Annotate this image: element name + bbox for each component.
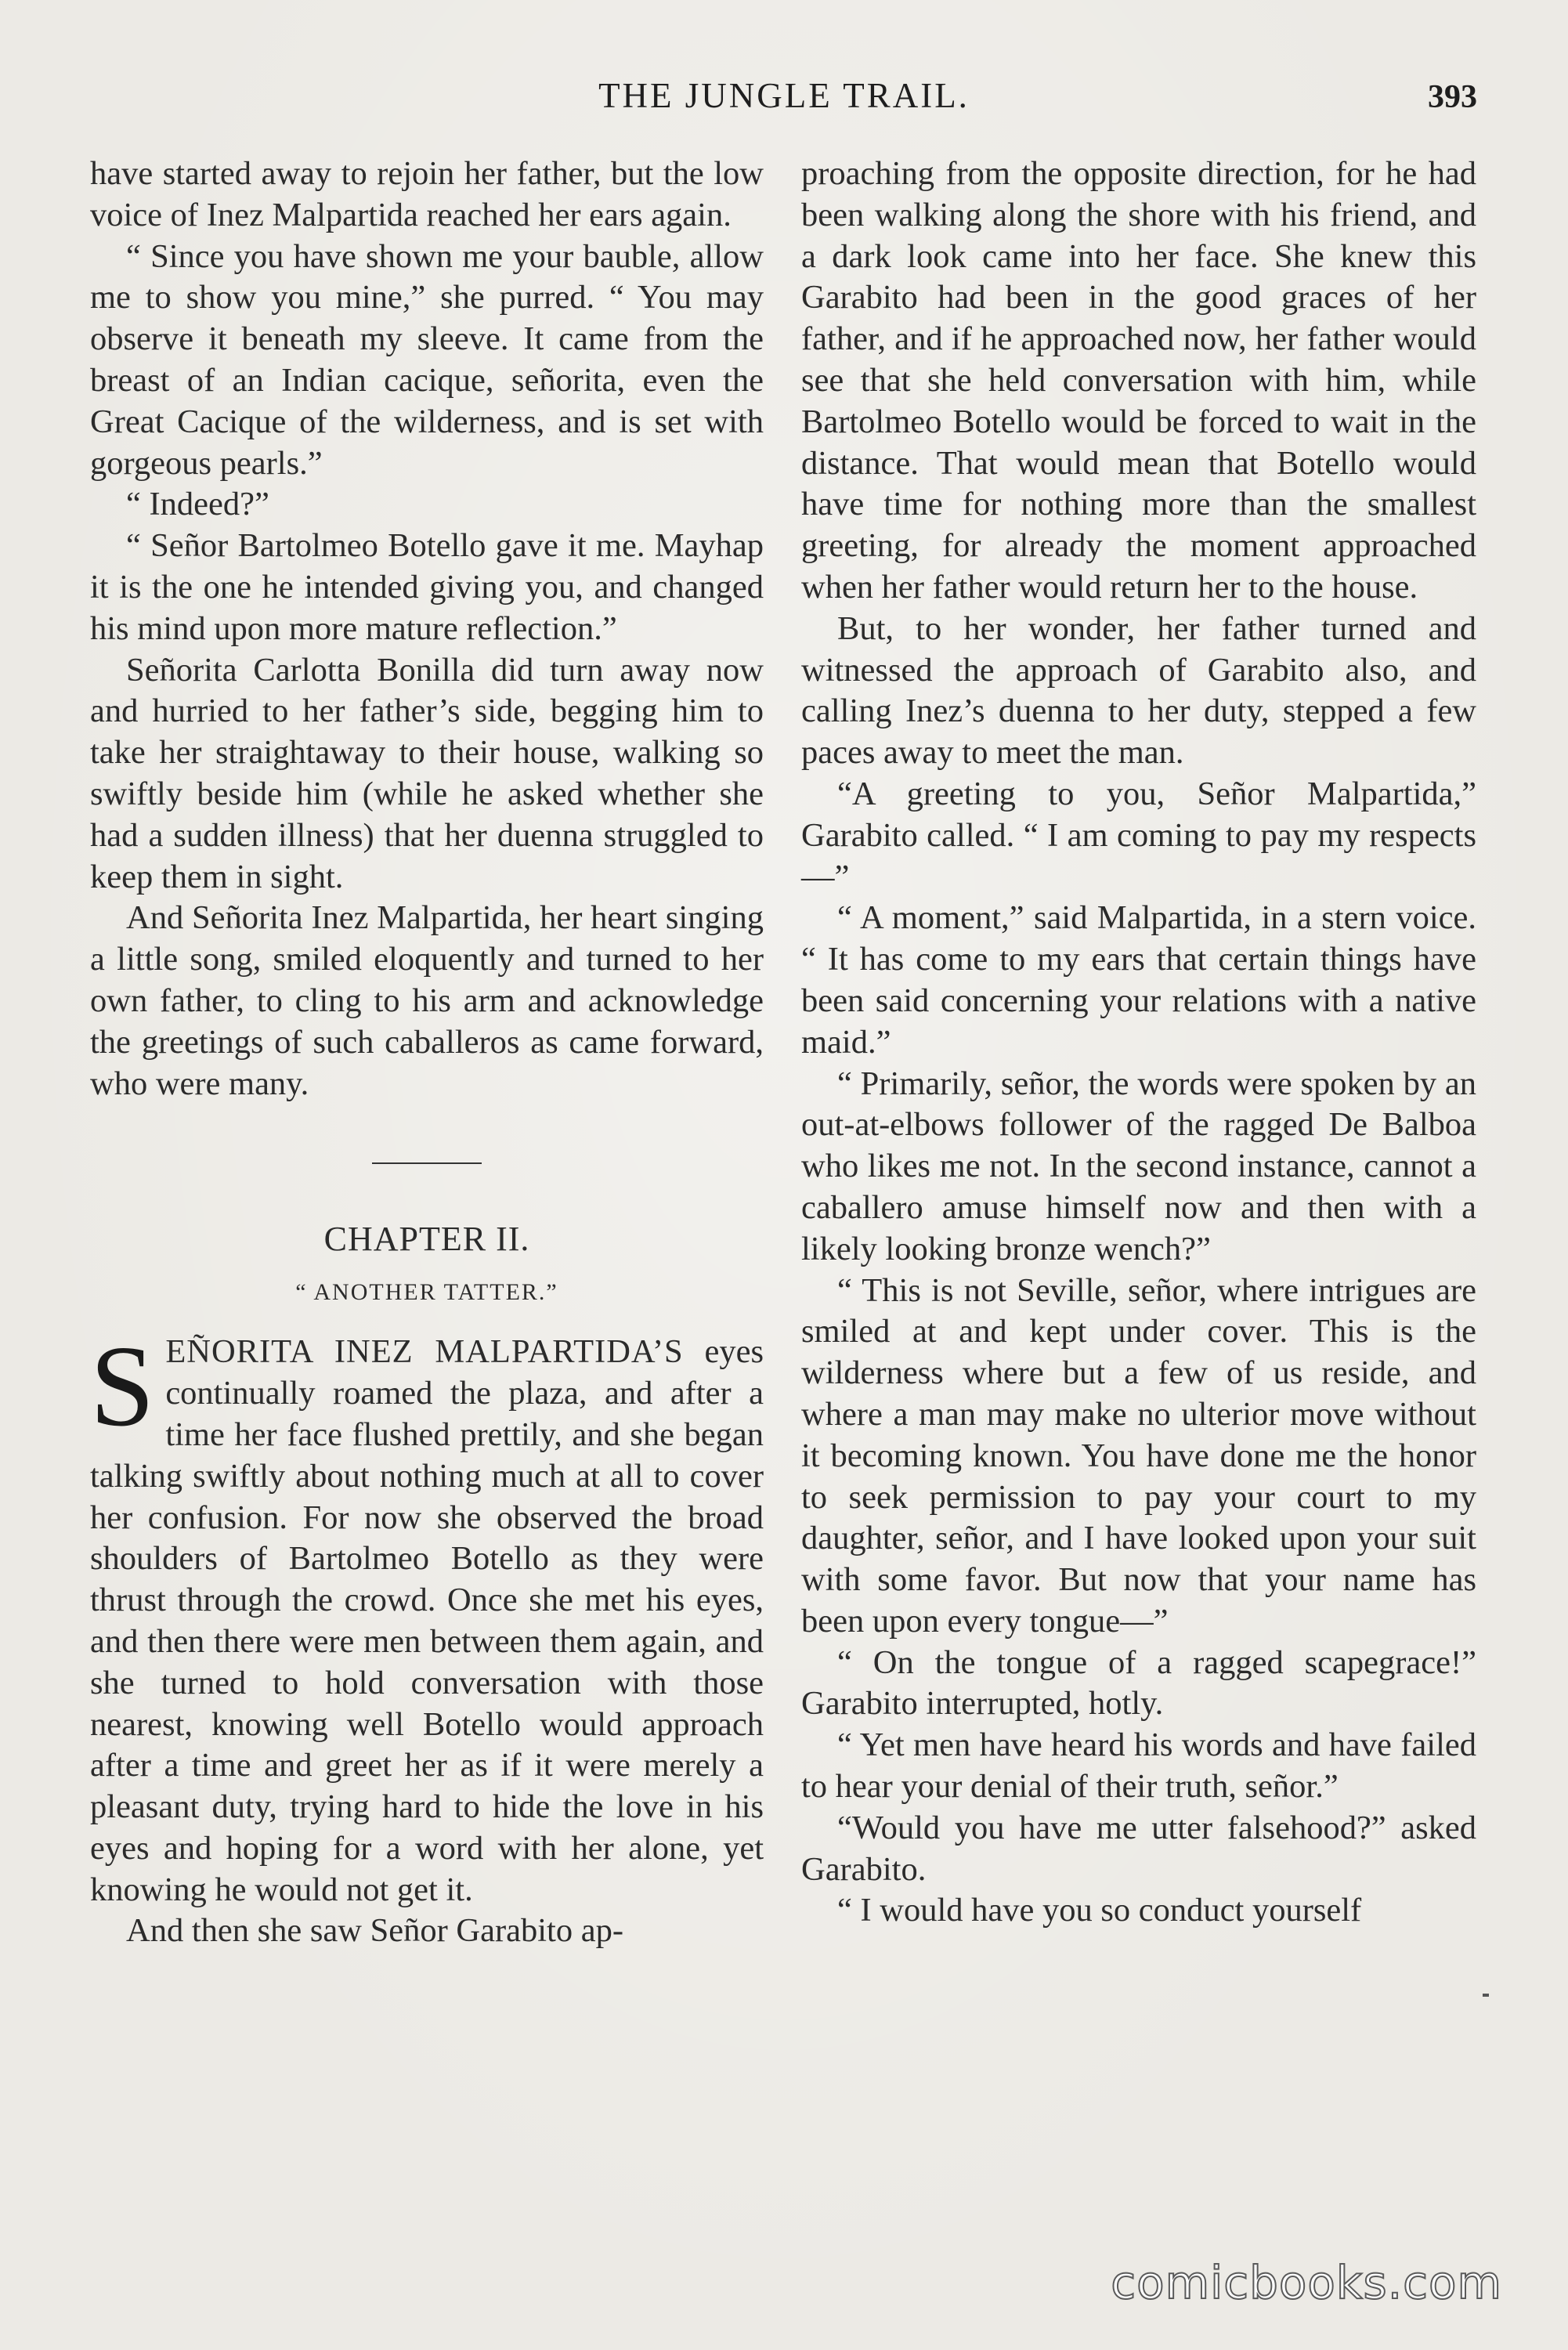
- section-divider: [372, 1162, 482, 1164]
- drop-cap: S: [90, 1322, 155, 1452]
- watermark: comicbooks.com: [1111, 2256, 1502, 2309]
- paragraph: “ Yet men have heard his words and have failed to hear your denial of their truth, señor.”: [801, 1726, 1476, 1806]
- paragraph: But, to her wonder, her father turned and witnessed the approach of Garabito also, and calling Inez’s duenna to her duty, stepped a few paces away to meet the man.: [801, 609, 1476, 772]
- chapter-subtitle: “ ANOTHER TATTER.”: [295, 1279, 558, 1306]
- paragraph: have started away to rejoin her father, but the low voice of Inez Malpartida reached her ears again.: [90, 155, 764, 233]
- paragraph: “ On the tongue of a ragged scapegrace!” Garabito interrupted, hotly.: [801, 1643, 1476, 1723]
- paragraph: “A greeting to you, Señor Malpartida,” Garabito called. “ I am coming to pay my respects—”: [801, 775, 1476, 895]
- opening-text: eyes continually roamed the plaza, and after a time her face flushed prettily, and she began talking swiftly about nothing much at all to cover her confusion. For now she observed the broad shoulders of Bartolmeo Botello as they were thrust through the crowd. Once she met his eyes, and then there were men between them again, and she turned to hold conversation with those nearest, knowing well Botello would approach after a time and greet her as if it were merely a pleasant duty, trying hard to hide the love in his eyes and hoping for a word with her alone, yet knowing he would not get it.: [90, 1333, 764, 1908]
- left-column: [90, 154, 764, 1952]
- paragraph: “ This is not Seville, señor, where intrigues are smiled at and kept under cover. This is the wilderness where but a few of us reside, and where a man may make no ulterior move without it becoming known. You have done me the honor to seek permission to pay your court to my daughter, señor, and I have looked upon your suit with some favor. But now that your name has been upon every tongue—”: [801, 1271, 1476, 1640]
- running-title: THE JUNGLE TRAIL.: [598, 76, 970, 115]
- paragraph: proaching from the opposite direction, for he had been walking along the shore with his friend, and a dark look came into her face. She knew this Garabito had been in the good graces of her father, and if he approached now, her father would see that she held conversation with him, while Bartolmeo Botello would be forced to wait in the distance. That would mean that Botello would have time for nothing more than the smallest greeting, for already the moment approached when her father would return her to the house.: [801, 155, 1476, 606]
- right-column: [801, 154, 1476, 1932]
- running-header: [0, 75, 1568, 122]
- paragraph: “ Since you have shown me your bauble, allow me to show you mine,” she purred. “ You may observe it beneath my sleeve. It came from the breast of an Indian cacique, señorita, even the Great Cacique of the wilderness, and is set with gorgeous pearls.”: [90, 237, 764, 482]
- print-speck: [1483, 1994, 1489, 1997]
- opening-caps: EÑORITA INEZ MALPARTIDA’S: [165, 1333, 684, 1371]
- chapter-title: CHAPTER II.: [323, 1220, 530, 1259]
- paragraph: And Señorita Inez Malpartida, her heart singing a little song, smiled eloquently and turned to her own father, to cling to his arm and acknowledge the greetings of such caballeros as came forward, who were many.: [90, 899, 764, 1102]
- paragraph: “ Indeed?”: [126, 486, 269, 523]
- paragraph: And then she saw Señor Garabito ap-: [126, 1912, 623, 1950]
- paragraph: “Would you have me utter falsehood?” asked Garabito.: [801, 1809, 1476, 1888]
- paragraph: Señorita Carlotta Bonilla did turn away now and hurried to her father’s side, begging him to take her straightaway to their house, walking so swiftly beside him (while he asked whether she had a sudden illness) that her duenna struggled to keep them in sight.: [90, 651, 764, 895]
- paragraph: “ I would have you so conduct yourself: [837, 1892, 1362, 1929]
- paragraph: “ Señor Bartolmeo Botello gave it me. Mayhap it is the one he intended giving you, and changed his mind upon more mature reflection.”: [90, 527, 764, 647]
- chapter-opening-paragraph: [90, 1322, 764, 1911]
- paragraph: “ A moment,” said Malpartida, in a stern voice. “ It has come to my ears that certain things have been said concerning your relations with a native maid.”: [801, 899, 1476, 1061]
- paragraph: “ Primarily, señor, the words were spoken by an out-at-elbows follower of the ragged De Balboa who likes me not. In the second instance, cannot a caballero amuse himself now and then with a likely looking bronze wench?”: [801, 1065, 1476, 1267]
- page-number: 393: [1428, 79, 1477, 115]
